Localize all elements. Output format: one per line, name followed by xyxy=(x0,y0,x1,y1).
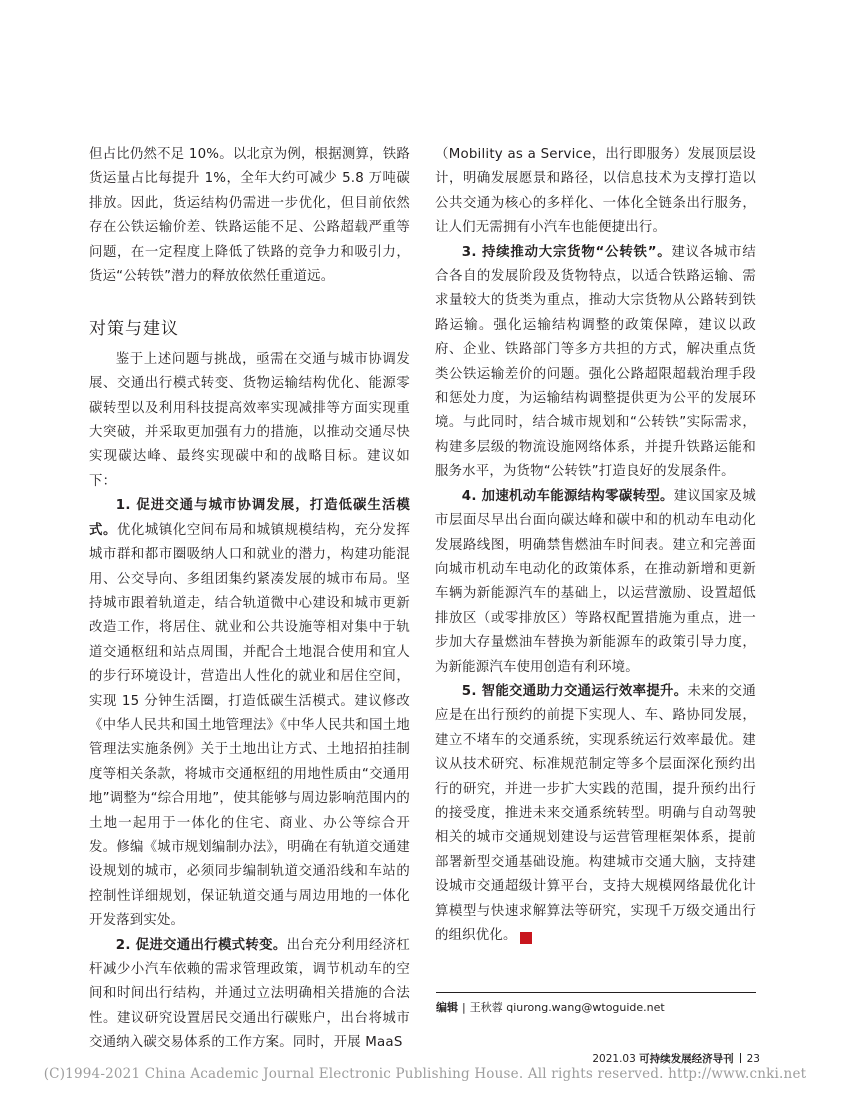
subsection-title: 1. 促进交通与城市协调发展，打造低碳生活模式。 xyxy=(89,498,410,538)
paragraph xyxy=(435,485,756,680)
subsection-title: 5. 智能交通助力交通运行效率提升。 xyxy=(461,683,688,699)
subsection-body: 优化城镇化空间布局和城镇规模结构，充分发挥城市群和都市圈吸纳人口和就业的潜力，构建功能混用、公交导向、多组团集约紧凑发展的城市布局。坚持城市跟着轨道走，结合轨道微中心建设和城市更新改造工作，将居住、就业和公共设施等相对集中于轨道交通枢纽和站点周围，并配合土地混合使用和宜人的步行环境设计，营造出人性化的就业和居住空间，实现 15 分钟生活圈，打造低碳生活模式。建议修改《中华人民共和国土地管理法》《中华人民共和国土地管理法实施条例》关于土地出让方式、土地招拍挂制度等相关条款，将城市交通枢纽的用地性质由“交通用地”调整为“综合用地”，使其能够与周边影响范围内的土地一起用于一体化的住宅、商业、办公等综合开发。修编《城市规划编制办法》，明确在有轨道交通建设规划的城市，必须同步编制轨道交通沿线和车站的控制性详细规划，保证轨道交通与周边用地的一体化开发落到实处。 xyxy=(89,522,410,929)
paragraph: 鉴于上述问题与挑战，亟需在交通与城市协调发展、交通出行模式转变、货物运输结构优化、能源零碳转型以及利用科技提高效率实现减排等方面实现重大突破，并采取更加强有力的措施，以推动交通尽快实现碳达峰、最终实现碳中和的战略目标。建议如下： xyxy=(89,351,410,489)
editor-divider xyxy=(436,992,756,993)
journal-name: 可持续发展经济导刊 xyxy=(639,1053,734,1065)
subsection-body: 出台充分利用经济杠杆减少小汽车依赖的需求管理政策，调节机动车的空间和时间出行结构，并通过立法明确相关措施的合法性。建议研究设置居民交通出行碳账户，出台将城市交通纳入碳交易体系的工作方案。同时，开展 MaaS xyxy=(89,937,410,1051)
paragraph: 但占比仍然不足 10%。以北京为例，根据测算，铁路货运量占比每提升 1%，全年大约可减少 5.8 万吨碳排放。因此，货运结构仍需进一步优化，但目前依然存在公铁运输价差、铁路运能不足、公路超载严重等问题，在一定程度上降低了铁路的竞争力和吸引力，货运“公转铁”潜力的释放依然任重道远。 xyxy=(89,147,410,285)
paragraph: （Mobility as a Service，出行即服务）发展顶层设计，明确发展愿景和路径，以信息技术为支撑打造以公共交通为核心的多样化、一体化全链条出行服务，让人们无需拥有小汽车也能便捷出行。 xyxy=(435,147,756,236)
page-footer xyxy=(592,1051,760,1066)
right-column xyxy=(435,143,756,948)
subsection-body: 建议各城市结合各自的发展阶段及货物特点，以适合铁路运输、需求量较大的货类为重点，推动大宗货物从公路转到铁路运输。强化运输结构调整的政策保障，建议以政府、企业、铁路部门等多方共担的方式，解决重点货类公铁运输差价的问题。强化公路超限超载治理手段和惩处力度，为运输结构调整提供更为公平的发展环境。与此同时，结合城市规划和“公转铁”实际需求，构建多层级的物流设施网络体系，并提升铁路运能和服务水平，为货物“公转铁”打造良好的发展条件。 xyxy=(435,244,756,480)
section-heading: 对策与建议 xyxy=(89,319,179,340)
editor-credit: 编辑 | 王秋蓉 qiurong.wang@wtoguide.net xyxy=(436,1001,665,1014)
paragraph xyxy=(89,934,410,1056)
copyright-watermark: (C)1994-2021 China Academic Journal Electronic Publishing House. All rights reserved. http://www.cnki.net xyxy=(43,1066,807,1082)
paragraph xyxy=(435,680,756,948)
paragraph xyxy=(435,241,756,485)
subsection-title: 4. 加速机动车能源结构零碳转型。 xyxy=(461,488,674,504)
issue-date: 2021.03 xyxy=(592,1053,636,1065)
editor-name-email: 王秋蓉 qiurong.wang@wtoguide.net xyxy=(469,1001,665,1014)
subsection-title: 2. 促进交通出行模式转变。 xyxy=(115,937,287,953)
left-column xyxy=(89,143,410,1056)
subsection-title: 3. 持续推动大宗货物“公转铁”。 xyxy=(461,244,672,260)
page-number: 23 xyxy=(746,1053,760,1065)
end-mark-icon: ✓ xyxy=(520,932,532,944)
editor-label: 编辑 xyxy=(436,1001,458,1014)
subsection-body: 未来的交通应是在出行预约的前提下实现人、车、路协同发展，建立不堵车的交通系统，实现系统运行效率最优。建议从技术研究、标准规范制定等多个层面深化预约出行的研究，并进一步扩大实践的范围，提升预约出行的接受度，推进未来交通系统转型。明确与自动驾驶相关的城市交通规划建设与运营管理框架体系，提前部署新型交通基础设施。构建城市交通大脑，支持建设城市交通超级计算平台，支持大规模网络最优化计算模型与快速求解算法等研究，实现千万级交通出行的组织优化。 xyxy=(435,683,756,943)
subsection-body: 建议国家及城市层面尽早出台面向碳达峰和碳中和的机动车电动化发展路线图，明确禁售燃油车时间表。建立和完善面向城市机动车电动化的政策体系，在推动新增和更新车辆为新能源汽车的基础上，以运营激励、设置超低排放区（或零排放区）等路权配置措施为重点，进一步加大存量燃油车替换为新能源车的政策引导力度，为新能源汽车使用创造有利环境。 xyxy=(435,488,757,675)
paragraph xyxy=(89,494,410,933)
